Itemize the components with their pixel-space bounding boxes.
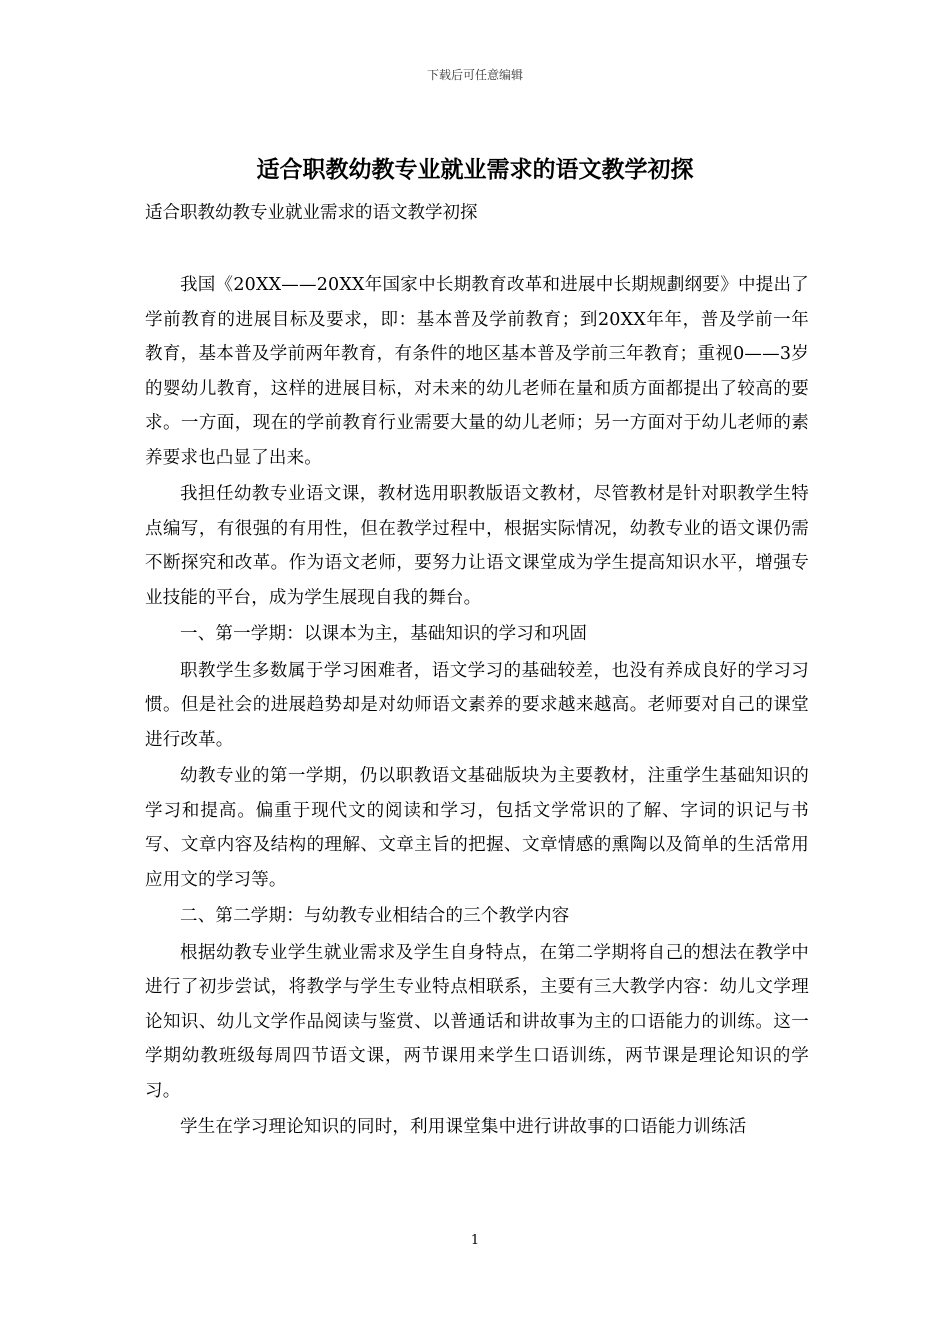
paragraph-second-semester: 根据幼教专业学生就业需求及学生自身特点，在第二学期将自己的想法在教学中进行了初步尝试，将教学与学生专业特点相联系，主要有三大教学内容：幼儿文学理论知识、幼儿文学作品阅读与鉴赏、以普通话和讲故事为主的口语能力的训练。这一学期幼教班级每周四节语文课，两节课用来学生口语训练，两节课是理论知识的学习。 (145, 942, 809, 1101)
paragraph-first-semester: 幼教专业的第一学期，仍以职教语文基础版块为主要教材，注重学生基础知识的学习和提高。偏重于现代文的阅读和学习，包括文学常识的了解、字词的识记与书写、文章内容及结构的理解、文章主旨的把握、文章情感的熏陶以及简单的生活常用应用文的学习等。 (145, 766, 809, 890)
header-note: 下载后可任意编辑 (426, 68, 523, 82)
paragraph-student-background: 职教学生多数属于学习困难者，语文学习的基础较差，也没有养成良好的学习习惯。但是社会的进展趋势却是对幼师语文素养的要求越来越高。老师要对自己的课堂进行改革。 (145, 660, 809, 750)
section-heading-first-semester: 一、第一学期：以课本为主，基础知识的学习和巩固 (180, 624, 588, 644)
document-body (145, 268, 809, 1145)
document-subtitle: 适合职教幼教专业就业需求的语文教学初探 (145, 203, 478, 223)
section-heading-second-semester: 二、第二学期：与幼教专业相结合的三个教学内容 (180, 906, 570, 926)
paragraph-intro: 我国《20XX——20XX年国家中长期教育改革和进展中长期规劃纲要》中提出了学前教育的进展目标及要求，即：基本普及学前教育；到20XX年年，普及学前一年教育，基本普及学前两年教育，有条件的地区基本普及学前三年教育；重视0——3岁的婴幼儿教育，这样的进展目标，对未来的幼儿老师在量和质方面都提出了较高的要求。一方面，现在的学前教育行业需要大量的幼儿老师；另一方面对于幼儿老师的素养要求也凸显了出来。 (145, 275, 809, 468)
paragraph-teaching-role: 我担任幼教专业语文课，教材选用职教版语文教材，尽管教材是针对职教学生特点编写，有很强的有用性，但在教学过程中，根据实际情况，幼教专业的语文课仍需不断探究和改革。作为语文老师，要努力让语文课堂成为学生提高知识水平，增强专业技能的平台，成为学生展现自我的舞台。 (145, 484, 809, 608)
document-title: 适合职教幼教专业就业需求的语文教学初探 (256, 156, 694, 183)
page-number: 1 (470, 1233, 480, 1248)
paragraph-oral-training: 学生在学习理论知识的同时，利用课堂集中进行讲故事的口语能力训练活 (180, 1117, 747, 1137)
